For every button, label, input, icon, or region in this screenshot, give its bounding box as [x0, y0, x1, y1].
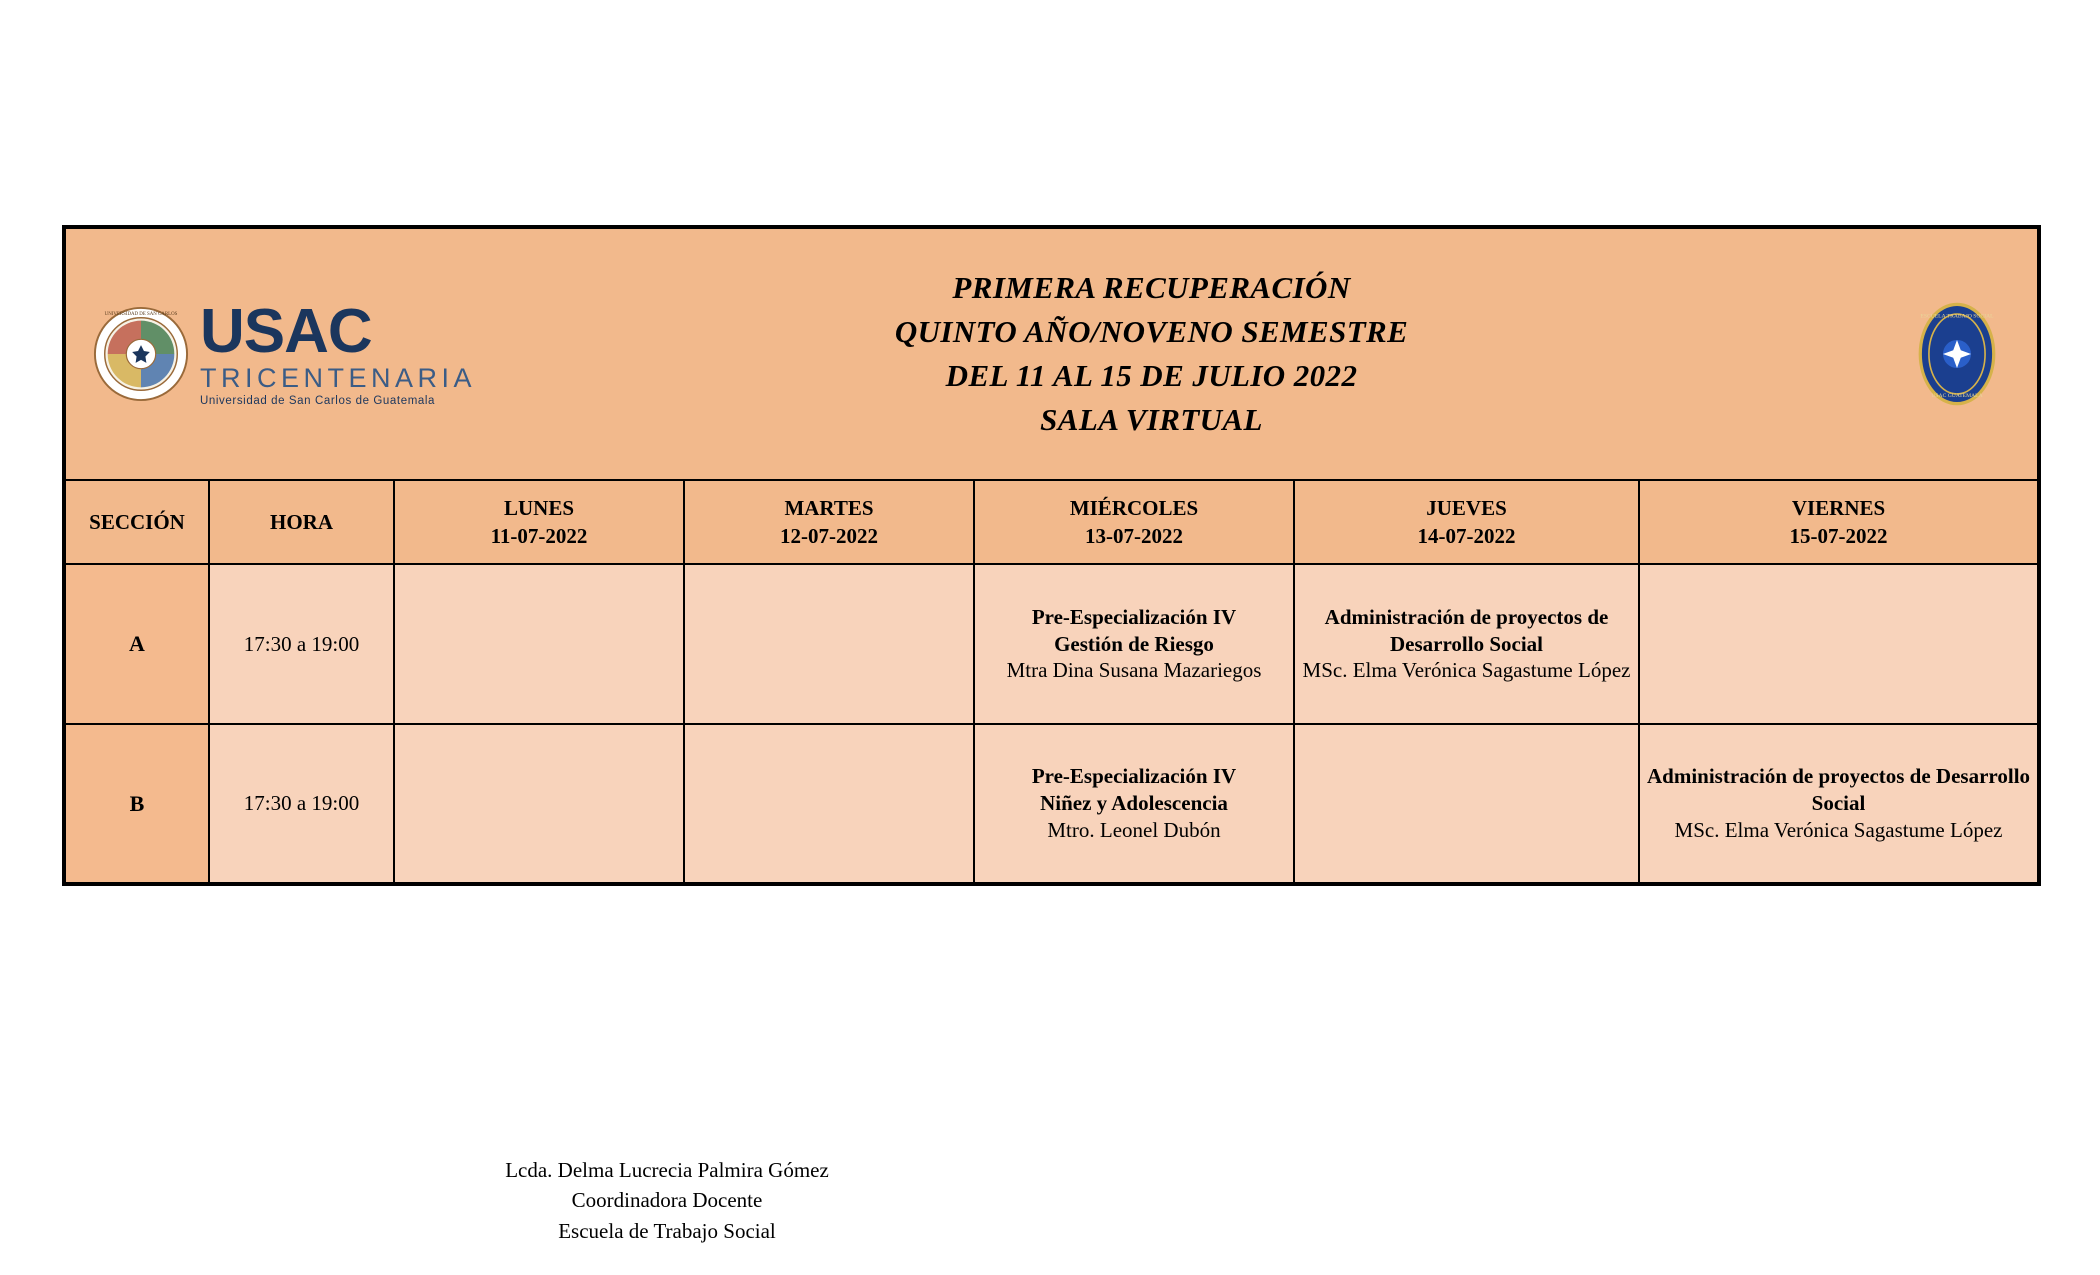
slot-course: Administración de proyectos de Desarrollo Social	[1647, 764, 2031, 816]
header-band	[64, 227, 2039, 480]
column-header-label: VIERNES	[1791, 495, 1886, 520]
slot-friday	[1639, 724, 2039, 884]
slot-wednesday	[974, 724, 1294, 884]
section-label: B	[64, 724, 209, 884]
usac-logo	[92, 296, 512, 408]
slot-teacher: MSc. Elma Verónica Sagastume López	[1302, 658, 1631, 683]
column-header-date: 15-07-2022	[1789, 524, 1888, 548]
hour-label: 17:30 a 19:00	[209, 564, 394, 724]
table-row	[64, 724, 2039, 884]
section-label: A	[64, 564, 209, 724]
column-header-lunes	[394, 480, 684, 564]
coordinator-name: Lcda. Delma Lucrecia Palmira Gómez	[505, 1158, 829, 1182]
column-header-label: MIÉRCOLES	[1069, 495, 1199, 520]
usac-wordmark: USAC	[200, 296, 372, 366]
slot-teacher: Mtro. Leonel Dubón	[1047, 817, 1221, 842]
usac-tricentenaria-text: TRICENTENARIA	[200, 362, 477, 393]
usac-tagline: Universidad de San Carlos de Guatemala	[200, 394, 436, 407]
table-header-row	[64, 480, 2039, 564]
document-title	[452, 266, 1851, 442]
slot-tuesday	[684, 724, 974, 884]
slot-course: Pre-Especialización IV Niñez y Adolescencia	[1031, 764, 1237, 816]
slot-monday	[394, 564, 684, 724]
column-header-martes	[684, 480, 974, 564]
svg-text:USAC GUATEMALA: USAC GUATEMALA	[1931, 393, 1983, 400]
title-line-4: SALA VIRTUAL	[1040, 402, 1263, 438]
slot-course: Pre-Especialización IV Gestión de Riesgo	[1031, 604, 1237, 656]
slot-teacher: MSc. Elma Verónica Sagastume López	[1674, 817, 2003, 842]
column-header-label: SECCIÓN	[89, 509, 185, 534]
coordinator-role: Coordinadora Docente	[571, 1188, 763, 1213]
column-header-hora	[209, 480, 394, 564]
column-header-viernes	[1639, 480, 2039, 564]
escuela-trabajo-social-seal-icon	[1903, 300, 2011, 408]
title-line-2: QUINTO AÑO/NOVENO SEMESTRE	[894, 313, 1409, 349]
column-header-jueves	[1294, 480, 1639, 564]
usac-seal-icon	[92, 305, 190, 403]
column-header-label: HORA	[270, 509, 333, 534]
title-line-1: PRIMERA RECUPERACIÓN	[952, 269, 1351, 305]
slot-wednesday	[974, 564, 1294, 724]
hour-label: 17:30 a 19:00	[209, 724, 394, 884]
header-band-row	[64, 227, 2039, 480]
table-row	[64, 564, 2039, 724]
slot-thursday	[1294, 724, 1639, 884]
slot-teacher: Mtra Dina Susana Mazariegos	[1006, 658, 1262, 683]
column-header-date: 13-07-2022	[1085, 524, 1183, 548]
column-header-date: 14-07-2022	[1417, 524, 1516, 548]
svg-text:ESCUELA TRABAJO SOCIAL: ESCUELA TRABAJO SOCIAL	[1920, 313, 1994, 320]
schedule-container	[62, 225, 2037, 1243]
column-header-date: 11-07-2022	[490, 524, 588, 548]
column-header-miercoles	[974, 480, 1294, 564]
column-header-label: MARTES	[784, 495, 874, 520]
slot-monday	[394, 724, 684, 884]
column-header-label: LUNES	[503, 495, 575, 520]
title-line-3: DEL 11 AL 15 DE JULIO 2022	[945, 358, 1358, 393]
column-header-seccion	[64, 480, 209, 564]
school-logo	[1851, 300, 2011, 408]
schedule-table	[62, 225, 2041, 886]
column-header-label: JUEVES	[1426, 495, 1507, 520]
signature-block	[62, 1155, 1272, 1246]
slot-thursday	[1294, 564, 1639, 724]
slot-course: Administración de proyectos de Desarrollo Social	[1324, 604, 1609, 656]
column-header-date: 12-07-2022	[780, 524, 878, 548]
coordinator-unit: Escuela de Trabajo Social	[558, 1218, 776, 1243]
slot-tuesday	[684, 564, 974, 724]
slot-friday	[1639, 564, 2039, 724]
svg-text:UNIVERSIDAD DE SAN CARLOS: UNIVERSIDAD DE SAN CARLOS	[104, 311, 178, 317]
